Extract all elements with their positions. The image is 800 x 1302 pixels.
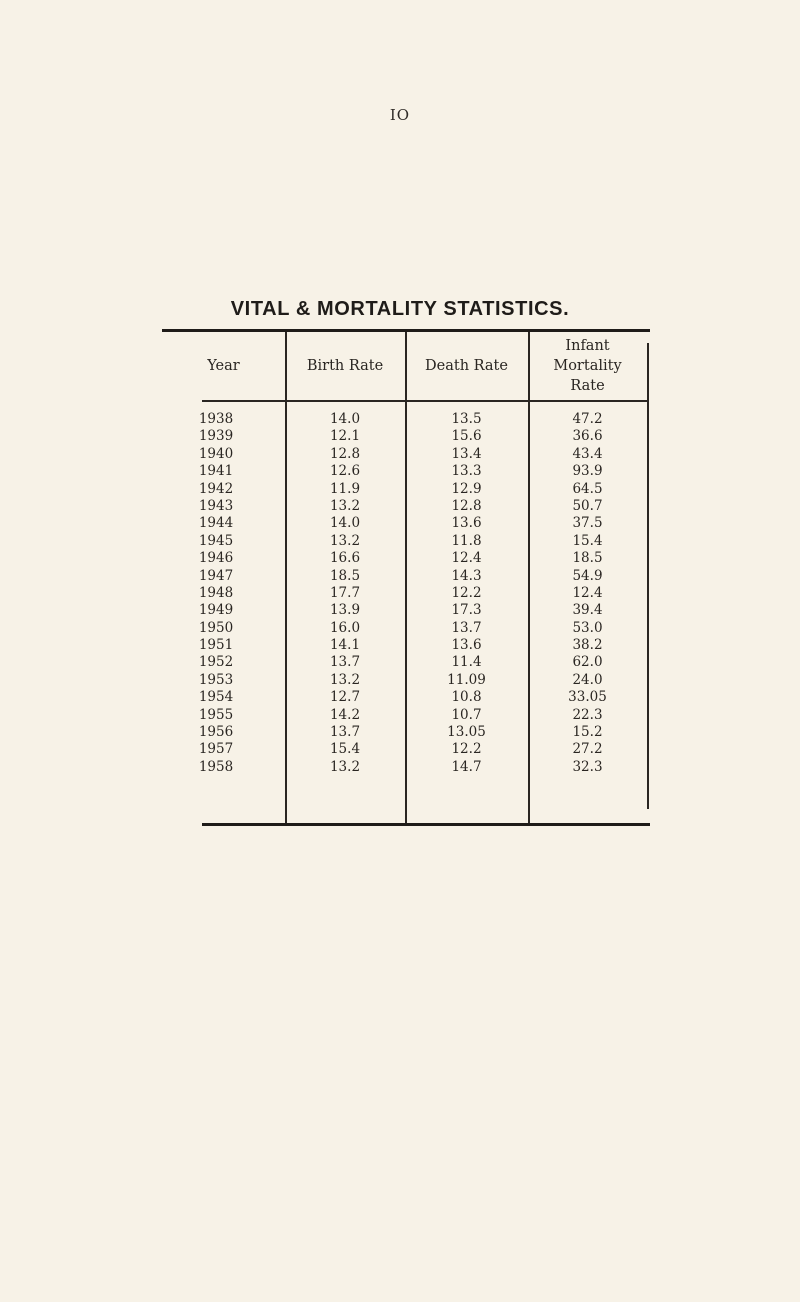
table-row: [162, 550, 650, 567]
cell-death-rate: 13.5: [451, 411, 482, 427]
cell-birth-rate: 17.7: [329, 584, 361, 601]
cell-infant-mortality: 22.3: [572, 706, 603, 723]
table-row: [162, 741, 650, 758]
header-underline: [202, 400, 285, 402]
cell-death-rate: 12.4: [451, 550, 482, 567]
cell-death-rate: 11.8: [451, 532, 482, 549]
table-bottom-rule: [202, 823, 650, 826]
cell-death-rate: 13.7: [451, 619, 482, 636]
cell-birth-rate: 13.2: [329, 671, 361, 688]
header-infant-mortality-line1: Infant: [565, 338, 610, 354]
cell-death-rate: 13.3: [451, 463, 482, 480]
cell-year: 1956: [198, 724, 234, 741]
table-row: [162, 498, 650, 515]
cell-infant-mortality: 18.5: [572, 550, 603, 567]
cell-death-rate: 10.8: [451, 689, 482, 706]
table-row: [162, 707, 650, 724]
cell-infant-mortality: 50.7: [572, 497, 603, 514]
cell-year: 1947: [198, 567, 234, 584]
table-row: [162, 724, 650, 741]
cell-death-rate: 14.7: [451, 758, 482, 775]
table-row: [162, 463, 650, 480]
cell-year: 1941: [198, 463, 234, 480]
cell-birth-rate: 11.9: [329, 480, 361, 497]
cell-death-rate: 14.3: [451, 567, 482, 584]
cell-year: 1942: [198, 480, 234, 497]
table-row: [162, 411, 650, 428]
cell-year: 1951: [198, 637, 234, 654]
cell-infant-mortality: 24.0: [572, 671, 603, 688]
cell-birth-rate: 18.5: [329, 567, 361, 584]
cell-birth-rate: 12.8: [329, 445, 361, 462]
table-row: [162, 533, 650, 550]
header-death-rate: [405, 332, 528, 400]
cell-death-rate: 13.6: [451, 515, 482, 532]
cell-birth-rate: 12.7: [329, 689, 361, 706]
table-row: [162, 620, 650, 637]
table-row: [162, 637, 650, 654]
table-row: [162, 585, 650, 602]
cell-death-rate: 11.09: [447, 671, 486, 688]
header-infant-mortality-line2: Mortality: [553, 358, 622, 374]
cell-year: 1939: [198, 428, 234, 445]
table-row: [162, 446, 650, 463]
cell-infant-mortality: 64.5: [572, 480, 603, 497]
cell-year: 1950: [198, 619, 234, 636]
cell-infant-mortality: 39.4: [572, 602, 603, 619]
table-row: [162, 672, 650, 689]
table-row: [162, 759, 650, 776]
cell-year: 1949: [198, 602, 234, 619]
cell-year: 1945: [198, 532, 234, 549]
cell-death-rate: 11.4: [451, 654, 482, 671]
table-row: [162, 428, 650, 445]
cell-birth-rate: 13.2: [329, 532, 361, 549]
cell-year: 1953: [198, 671, 234, 688]
header-birth-rate: [285, 332, 405, 400]
cell-year: 1944: [198, 515, 234, 532]
cell-year: 1943: [198, 497, 234, 514]
cell-birth-rate: 12.6: [329, 463, 361, 480]
cell-infant-mortality: 15.2: [572, 724, 603, 741]
header-infant-mortality: [528, 332, 647, 400]
cell-year: 1946: [198, 550, 234, 567]
table-row: [162, 568, 650, 585]
cell-birth-rate: 13.9: [329, 602, 361, 619]
cell-birth-rate: 16.6: [329, 550, 361, 567]
header-underline: [528, 400, 647, 402]
cell-birth-rate: 14.0: [329, 411, 361, 427]
cell-birth-rate: 13.7: [329, 654, 361, 671]
cell-year: 1952: [198, 654, 234, 671]
header-year: [162, 332, 285, 400]
cell-death-rate: 10.7: [451, 706, 482, 723]
cell-infant-mortality: 62.0: [572, 654, 603, 671]
page-title: VITAL & MORTALITY STATISTICS.: [230, 298, 570, 320]
cell-infant-mortality: 12.4: [572, 584, 603, 601]
cell-birth-rate: 13.7: [329, 724, 361, 741]
cell-death-rate: 17.3: [451, 602, 482, 619]
vital-statistics-table: [162, 329, 650, 827]
table-row: [162, 654, 650, 671]
table-row: [162, 602, 650, 619]
cell-birth-rate: 13.2: [329, 497, 361, 514]
cell-infant-mortality: 37.5: [572, 515, 603, 532]
table-body: [162, 411, 650, 776]
cell-death-rate: 12.9: [451, 480, 482, 497]
header-birth-rate-label: Birth Rate: [306, 358, 384, 374]
cell-infant-mortality: 27.2: [572, 741, 603, 758]
cell-birth-rate: 16.0: [329, 619, 361, 636]
cell-birth-rate: 14.2: [329, 706, 361, 723]
cell-year: 1940: [198, 445, 234, 462]
cell-death-rate: 15.6: [451, 428, 482, 445]
cell-infant-mortality: 93.9: [572, 463, 603, 480]
cell-year: 1957: [198, 741, 234, 758]
header-underline: [285, 400, 405, 402]
cell-year: 1958: [198, 758, 234, 775]
cell-infant-mortality: 53.0: [572, 619, 603, 636]
header-infant-mortality-line3: Rate: [570, 378, 605, 394]
cell-birth-rate: 14.0: [329, 515, 361, 532]
cell-death-rate: 13.4: [451, 445, 482, 462]
cell-infant-mortality: 33.05: [568, 689, 607, 706]
cell-infant-mortality: 36.6: [572, 428, 603, 445]
cell-infant-mortality: 43.4: [572, 445, 603, 462]
cell-birth-rate: 12.1: [329, 428, 361, 445]
header-death-rate-label: Death Rate: [425, 358, 508, 374]
cell-infant-mortality: 15.4: [572, 532, 603, 549]
cell-birth-rate: 13.2: [329, 758, 361, 775]
cell-infant-mortality: 47.2: [572, 411, 603, 427]
cell-infant-mortality: 54.9: [572, 567, 603, 584]
cell-year: 1938: [198, 411, 234, 427]
cell-birth-rate: 14.1: [329, 637, 361, 654]
cell-year: 1954: [198, 689, 234, 706]
cell-birth-rate: 15.4: [329, 741, 361, 758]
table-row: [162, 515, 650, 532]
cell-infant-mortality: 38.2: [572, 637, 603, 654]
table-row: [162, 689, 650, 706]
cell-death-rate: 12.2: [451, 584, 482, 601]
page-number: IO: [389, 106, 411, 124]
header-year-label: Year: [207, 358, 240, 374]
cell-death-rate: 13.05: [447, 724, 486, 741]
cell-death-rate: 13.6: [451, 637, 482, 654]
cell-year: 1955: [198, 706, 234, 723]
cell-death-rate: 12.8: [451, 497, 482, 514]
cell-death-rate: 12.2: [451, 741, 482, 758]
table-row: [162, 481, 650, 498]
header-underline: [405, 400, 528, 402]
cell-infant-mortality: 32.3: [572, 758, 603, 775]
cell-year: 1948: [198, 584, 234, 601]
